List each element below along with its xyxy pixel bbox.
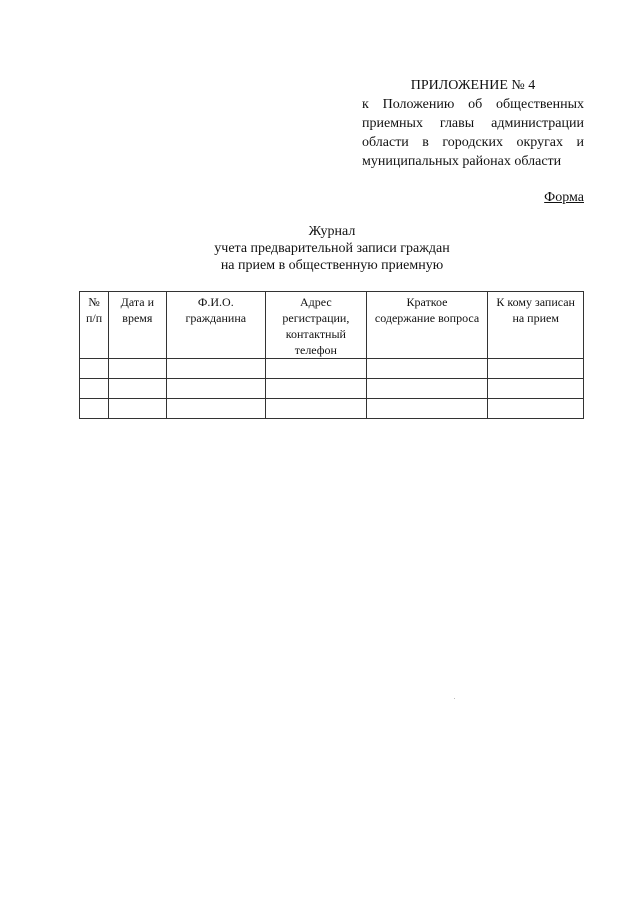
table-cell[interactable] <box>266 379 367 399</box>
table-row <box>80 359 584 379</box>
appendix-line: муниципальных районах области <box>362 154 562 169</box>
table-cell[interactable] <box>80 379 109 399</box>
table-header-row <box>80 292 584 359</box>
table-cell[interactable] <box>166 379 266 399</box>
table-cell[interactable] <box>488 359 584 379</box>
header-cell-fio <box>166 292 266 359</box>
table-cell[interactable] <box>366 399 488 419</box>
header-text: Адрес <box>300 295 332 309</box>
appendix-line: приемных главы администрации <box>362 116 584 131</box>
header-text: Дата и <box>120 295 154 309</box>
table-cell[interactable] <box>488 399 584 419</box>
appendix-block <box>362 76 584 171</box>
header-text: на прием <box>512 311 559 325</box>
table-cell[interactable] <box>80 399 109 419</box>
form-label: Форма <box>544 190 584 205</box>
table-row <box>80 379 584 399</box>
header-cell-summary <box>366 292 488 359</box>
table-cell[interactable] <box>166 359 266 379</box>
header-text: контактный <box>285 327 346 341</box>
table-cell[interactable] <box>366 359 488 379</box>
table-cell[interactable] <box>366 379 488 399</box>
table-cell[interactable] <box>109 359 166 379</box>
table-cell[interactable] <box>266 399 367 419</box>
header-cell-address <box>266 292 367 359</box>
header-text: регистрации, <box>282 311 350 325</box>
header-cell-number <box>80 292 109 359</box>
table-cell[interactable] <box>80 359 109 379</box>
header-text: Краткое <box>406 295 448 309</box>
table-cell[interactable] <box>488 379 584 399</box>
journal-title <box>80 223 584 274</box>
header-text: № <box>88 295 100 309</box>
table-cell[interactable] <box>109 399 166 419</box>
appendix-line: к Положению об общественных <box>362 97 584 112</box>
scan-speck <box>454 698 455 699</box>
header-text: телефон <box>294 343 337 357</box>
table-row <box>80 399 584 419</box>
appendix-line: области в городских округах и <box>362 135 584 150</box>
table-cell[interactable] <box>166 399 266 419</box>
journal-subtitle-line: учета предварительной записи граждан <box>214 241 450 256</box>
appendix-text <box>362 95 584 171</box>
header-text: Ф.И.О. <box>197 295 234 309</box>
table-cell[interactable] <box>266 359 367 379</box>
journal-subtitle-line: на прием в общественную приемную <box>220 258 444 273</box>
table-cell[interactable] <box>109 379 166 399</box>
header-text: время <box>122 311 153 325</box>
header-text: гражданина <box>185 311 247 325</box>
journal-table <box>79 291 584 419</box>
header-cell-recipient <box>488 292 584 359</box>
header-text: содержание вопроса <box>374 311 480 325</box>
journal-title-line: Журнал <box>308 224 356 239</box>
header-text: п/п <box>85 311 103 325</box>
header-text: К кому записан <box>496 295 575 309</box>
appendix-title: ПРИЛОЖЕНИЕ № 4 <box>410 78 536 93</box>
header-cell-date <box>109 292 166 359</box>
